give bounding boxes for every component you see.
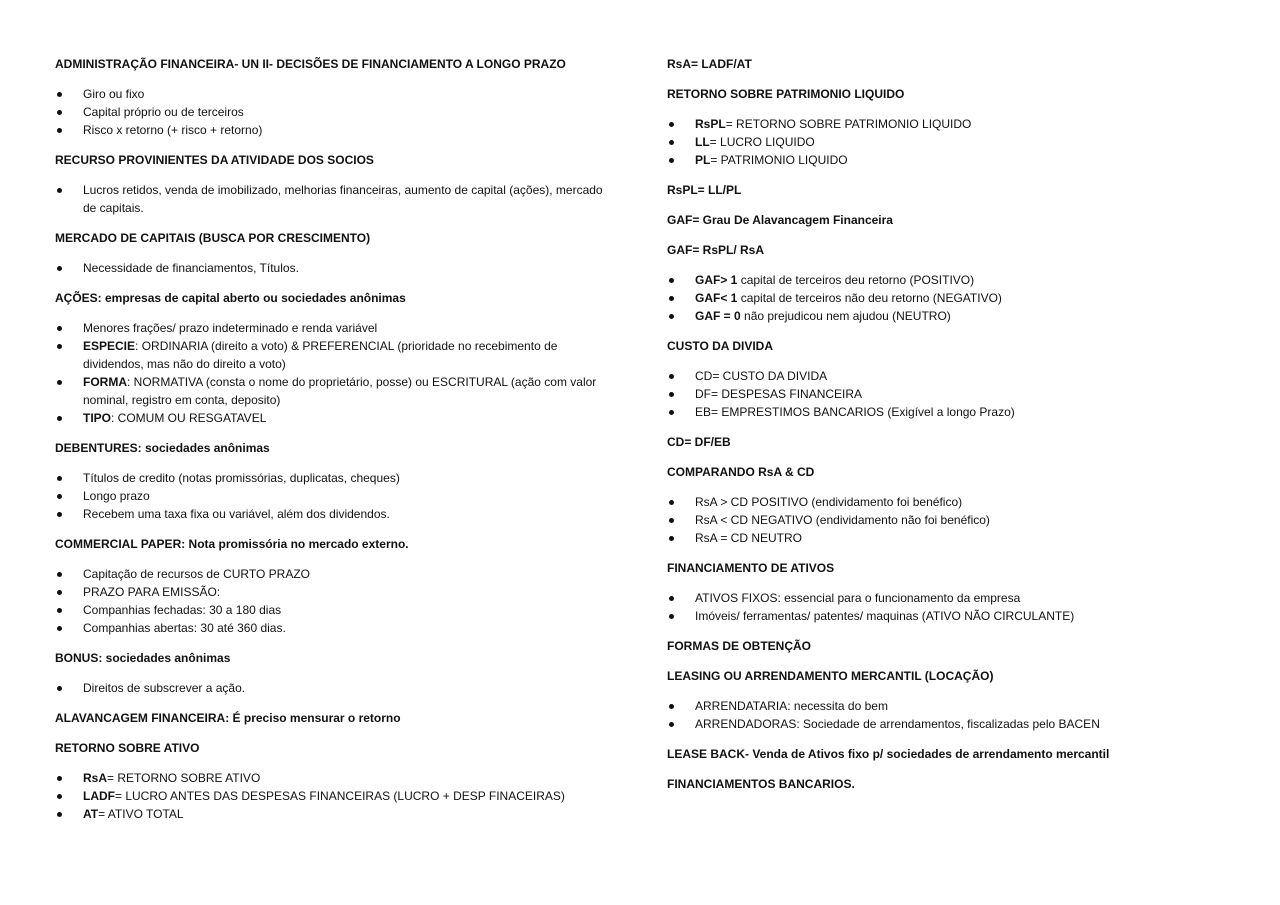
bullet-icon	[669, 278, 674, 283]
bullet-icon	[669, 122, 674, 127]
bullet-icon	[669, 374, 674, 379]
bullet-icon	[669, 392, 674, 397]
comparando-list	[667, 493, 1227, 547]
bullet-icon	[57, 494, 62, 499]
list-item: RsA > CD POSITIVO (endividamento foi benéfico)	[667, 493, 1227, 511]
list-item: Companhias fechadas: 30 a 180 dias	[55, 601, 615, 619]
bullet-icon	[57, 380, 62, 385]
bullet-icon	[57, 686, 62, 691]
section-heading-comparando: COMPARANDO RsA & CD	[667, 465, 815, 479]
list-item: DF= DESPESAS FINANCEIRA	[667, 385, 1227, 403]
section-heading-retorno-pl: RETORNO SOBRE PATRIMONIO LIQUIDO	[667, 87, 905, 101]
list-item: RsPL= RETORNO SOBRE PATRIMONIO LIQUIDO	[667, 115, 1227, 133]
bullet-icon	[669, 296, 674, 301]
bullet-icon	[57, 626, 62, 631]
list-item: RsA = CD NEUTRO	[667, 529, 1227, 547]
list-item: Risco x retorno (+ risco + retorno)	[55, 121, 615, 139]
section-heading-custo-divida: CUSTO DA DIVIDA	[667, 339, 774, 353]
list-item: LADF= LUCRO ANTES DAS DESPESAS FINANCEIRAS (LUCRO + DESP FINACEIRAS)	[55, 787, 615, 805]
section-heading-lease-back: LEASE BACK- Venda de Ativos fixo p/ sociedades de arrendamento mercantil	[667, 747, 1110, 761]
section-heading-mercado: MERCADO DE CAPITAIS (BUSCA POR CRESCIMENTO)	[55, 231, 371, 245]
bullet-icon	[57, 476, 62, 481]
list-item: Giro ou fixo	[55, 85, 615, 103]
bullet-icon	[669, 596, 674, 601]
section-heading-alavancagem: ALAVANCAGEM FINANCEIRA: É preciso mensurar o retorno	[55, 711, 401, 725]
list-item: Imóveis/ ferramentas/ patentes/ maquinas (ATIVO NÃO CIRCULANTE)	[667, 607, 1227, 625]
section-heading-formas: FORMAS DE OBTENÇÃO	[667, 639, 811, 653]
intro-list	[55, 85, 615, 139]
bullet-icon	[57, 128, 62, 133]
list-item: GAF = 0 não prejudicou nem ajudou (NEUTRO)	[667, 307, 1227, 325]
gaf-formula: GAF= RsPL/ RsA	[667, 243, 765, 257]
bullet-icon	[57, 794, 62, 799]
acoes-list	[55, 319, 615, 427]
section-heading-recurso: RECURSO PROVINIENTES DA ATIVIDADE DOS SOCIOS	[55, 153, 374, 167]
bullet-icon	[57, 188, 62, 193]
bullet-icon	[57, 590, 62, 595]
leasing-list	[667, 697, 1227, 733]
list-item: Lucros retidos, venda de imobilizado, melhorias financeiras, aumento de capital (ações), mercado de capitais.	[55, 181, 615, 217]
list-item: RsA= RETORNO SOBRE ATIVO	[55, 769, 615, 787]
bullet-icon	[669, 158, 674, 163]
list-item: LL= LUCRO LIQUIDO	[667, 133, 1227, 151]
left-column	[55, 55, 615, 835]
section-heading-leasing: LEASING OU ARRENDAMENTO MERCANTIL (LOCAÇÃO)	[667, 669, 994, 683]
retorno-pl-list	[667, 115, 1227, 169]
bullet-icon	[669, 140, 674, 145]
gaf-definition: GAF= Grau De Alavancagem Financeira	[667, 213, 893, 227]
list-item: GAF< 1 capital de terceiros não deu retorno (NEGATIVO)	[667, 289, 1227, 307]
bullet-icon	[57, 326, 62, 331]
recurso-list	[55, 181, 615, 217]
rspl-formula: RsPL= LL/PL	[667, 183, 742, 197]
bonus-list	[55, 679, 615, 697]
list-item: Menores frações/ prazo indeterminado e renda variável	[55, 319, 615, 337]
bullet-icon	[669, 614, 674, 619]
list-item: Títulos de credito (notas promissórias, duplicatas, cheques)	[55, 469, 615, 487]
bullet-icon	[57, 608, 62, 613]
section-heading-acoes: AÇÕES: empresas de capital aberto ou sociedades anônimas	[55, 291, 406, 305]
list-item: RsA < CD NEGATIVO (endividamento não foi benéfico)	[667, 511, 1227, 529]
mercado-list	[55, 259, 615, 277]
document-title: ADMINISTRAÇÃO FINANCEIRA- UN II- DECISÕES DE FINANCIAMENTO A LONGO PRAZO	[55, 57, 566, 71]
rsa-formula: RsA= LADF/AT	[667, 57, 752, 71]
list-item: ARRENDATARIA: necessita do bem	[667, 697, 1227, 715]
bullet-icon	[669, 410, 674, 415]
bullet-icon	[57, 512, 62, 517]
cd-formula: CD= DF/EB	[667, 435, 731, 449]
section-heading-financiamento: FINANCIAMENTO DE ATIVOS	[667, 561, 835, 575]
bullet-icon	[669, 704, 674, 709]
list-item: FORMA: NORMATIVA (consta o nome do proprietário, posse) ou ESCRITURAL (ação com valor nominal, registro em conta, deposito)	[55, 373, 615, 409]
list-item: TIPO: COMUM OU RESGATAVEL	[55, 409, 615, 427]
list-item: Direitos de subscrever a ação.	[55, 679, 615, 697]
list-item: Capitação de recursos de CURTO PRAZO	[55, 565, 615, 583]
bullet-icon	[57, 110, 62, 115]
bullet-icon	[57, 92, 62, 97]
section-heading-bonus: BONUS: sociedades anônimas	[55, 651, 231, 665]
right-column	[667, 55, 1227, 805]
list-item: PRAZO PARA EMISSÃO:	[55, 583, 615, 601]
custo-list	[667, 367, 1227, 421]
list-item: AT= ATIVO TOTAL	[55, 805, 615, 823]
bullet-icon	[669, 500, 674, 505]
bullet-icon	[57, 572, 62, 577]
list-item: Recebem uma taxa fixa ou variável, além dos dividendos.	[55, 505, 615, 523]
debentures-list	[55, 469, 615, 523]
financiamento-list	[667, 589, 1227, 625]
bullet-icon	[669, 314, 674, 319]
gaf-list	[667, 271, 1227, 325]
bullet-icon	[669, 518, 674, 523]
bullet-icon	[57, 344, 62, 349]
section-heading-debentures: DEBENTURES: sociedades anônimas	[55, 441, 270, 455]
commercial-list	[55, 565, 615, 637]
list-item: PL= PATRIMONIO LIQUIDO	[667, 151, 1227, 169]
section-heading-bancarios: FINANCIAMENTOS BANCARIOS.	[667, 777, 855, 791]
retorno-ativo-list	[55, 769, 615, 823]
list-item: Longo prazo	[55, 487, 615, 505]
bullet-icon	[669, 536, 674, 541]
list-item: GAF> 1 capital de terceiros deu retorno (POSITIVO)	[667, 271, 1227, 289]
bullet-icon	[57, 416, 62, 421]
bullet-icon	[669, 722, 674, 727]
bullet-icon	[57, 266, 62, 271]
list-item: CD= CUSTO DA DIVIDA	[667, 367, 1227, 385]
list-item: Companhias abertas: 30 até 360 dias.	[55, 619, 615, 637]
list-item: EB= EMPRESTIMOS BANCARIOS (Exigível a longo Prazo)	[667, 403, 1227, 421]
list-item: ATIVOS FIXOS: essencial para o funcionamento da empresa	[667, 589, 1227, 607]
list-item: Capital próprio ou de terceiros	[55, 103, 615, 121]
list-item: ARRENDADORAS: Sociedade de arrendamentos, fiscalizadas pelo BACEN	[667, 715, 1227, 733]
list-item: ESPECIE: ORDINARIA (direito a voto) & PREFERENCIAL (prioridade no recebimento de dividendos, mas não do direito a voto)	[55, 337, 615, 373]
bullet-icon	[57, 812, 62, 817]
section-heading-retorno-ativo: RETORNO SOBRE ATIVO	[55, 741, 200, 755]
section-heading-commercial-paper: COMMERCIAL PAPER: Nota promissória no mercado externo.	[55, 537, 409, 551]
bullet-icon	[57, 776, 62, 781]
list-item: Necessidade de financiamentos, Títulos.	[55, 259, 615, 277]
